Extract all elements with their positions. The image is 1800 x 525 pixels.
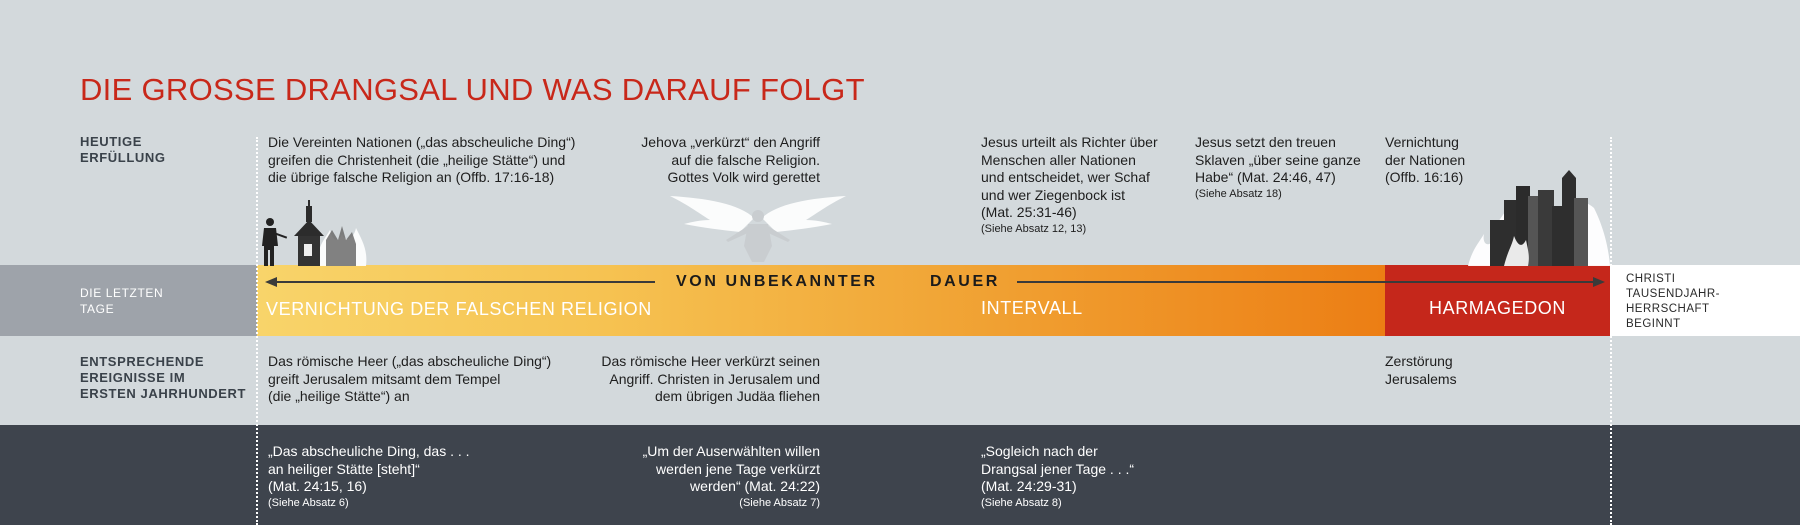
text-line: Jesus urteilt als Richter über bbox=[981, 134, 1158, 150]
armageddon-label: HARMAGEDON bbox=[1428, 298, 1566, 318]
row-label-line: TAGE bbox=[80, 302, 115, 316]
burning-city-icon bbox=[1468, 170, 1610, 266]
text-line: Die Vereinten Nationen („das abscheuliche Ding“) bbox=[268, 134, 576, 150]
text-line: Sklaven „über seine ganze bbox=[1195, 151, 1361, 168]
jesus-judges-text bbox=[981, 134, 1158, 237]
row-label-first-century bbox=[80, 354, 246, 402]
quote-line: „Das abscheuliche Ding, das . . . bbox=[268, 443, 470, 459]
text-line: Gottes Volk wird gerettet bbox=[667, 169, 820, 185]
text-line: Das römische Heer („das abscheuliche Ding“) bbox=[268, 353, 552, 369]
arrow-left-icon bbox=[265, 277, 277, 287]
text-line: der Nationen bbox=[1385, 151, 1466, 168]
paragraph-note: (Siehe Absatz 18) bbox=[1195, 187, 1282, 200]
quote-immediately-after bbox=[981, 443, 1134, 511]
row-label-line: ERSTEN JAHRHUNDERT bbox=[80, 386, 247, 401]
row-label-line: EREIGNISSE IM bbox=[80, 370, 186, 385]
row-label-line: ENTSPRECHENDE bbox=[80, 354, 205, 369]
paragraph-note: (Siehe Absatz 12, 13) bbox=[981, 222, 1087, 235]
text-line: greifen die Christenheit (die „heilige Stätte“) und bbox=[268, 151, 566, 168]
text-line: CHRISTI bbox=[1626, 273, 1676, 285]
text-line: (Mat. 25:31-46) bbox=[981, 204, 1077, 220]
false-religion-label: VERNICHTUNG DER FALSCHEN RELIGION bbox=[266, 299, 652, 319]
quote-line: an heiliger Stätte [steht]“ bbox=[268, 460, 420, 477]
text-line: Jehova „verkürzt“ den Angriff bbox=[641, 134, 820, 150]
un-attack-text bbox=[268, 134, 575, 187]
angel-wings-icon bbox=[670, 196, 846, 262]
faithful-slave-text bbox=[1195, 134, 1361, 202]
row-label-last-days bbox=[80, 285, 163, 317]
text-line: Das römische Heer verkürzt seinen bbox=[601, 353, 820, 369]
jerusalem-destroyed-text bbox=[1385, 353, 1457, 388]
text-line: greift Jerusalem mitsamt dem Tempel bbox=[268, 370, 501, 387]
roman-cut-short-text bbox=[601, 353, 820, 406]
duration-label-left: VON UNBEKANNTER bbox=[676, 273, 878, 290]
text-line: (Offb. 16:16) bbox=[1385, 169, 1464, 185]
text-line: TAUSENDJAHR- bbox=[1626, 288, 1720, 300]
text-line: und entscheidet, wer Schaf bbox=[981, 169, 1150, 185]
text-line: Jerusalems bbox=[1385, 370, 1457, 387]
destruction-nations-text bbox=[1385, 134, 1465, 187]
timeline-start-divider bbox=[256, 137, 258, 525]
arrow-right-icon bbox=[1593, 277, 1605, 287]
quote-line: (Mat. 24:29-31) bbox=[981, 478, 1077, 494]
quote-line: werden jene Tage verkürzt bbox=[656, 460, 820, 477]
text-line: Zerstörung bbox=[1385, 353, 1453, 369]
text-line: (die „heilige Stätte“) an bbox=[268, 388, 410, 404]
quote-line: „Sogleich nach der bbox=[981, 443, 1098, 459]
timeline-end-divider bbox=[1610, 137, 1612, 525]
quote-abominable-thing bbox=[268, 443, 470, 511]
quote-line: (Mat. 24:15, 16) bbox=[268, 478, 367, 494]
text-line: Habe“ (Mat. 24:46, 47) bbox=[1195, 169, 1336, 185]
text-line: und wer Ziegenbock ist bbox=[981, 186, 1125, 203]
page-title: DIE GROSSE DRANGSAL UND WAS DARAUF FOLGT bbox=[80, 72, 865, 107]
paragraph-note: (Siehe Absatz 8) bbox=[981, 496, 1062, 509]
row-label-modern-fulfillment bbox=[80, 134, 166, 166]
quote-line: werden“ (Mat. 24:22) bbox=[690, 478, 820, 494]
paragraph-note: (Siehe Absatz 7) bbox=[739, 496, 820, 509]
millennium-label bbox=[1626, 272, 1720, 332]
row-label-line: DIE LETZTEN bbox=[80, 286, 164, 300]
soldier-church-fire-icon bbox=[258, 200, 370, 266]
text-line: Menschen aller Nationen bbox=[981, 151, 1136, 168]
row-label-line: HEUTIGE bbox=[80, 134, 142, 149]
text-line: BEGINNT bbox=[1626, 318, 1681, 330]
quote-days-cut-short bbox=[643, 443, 820, 511]
text-line: Jesus setzt den treuen bbox=[1195, 134, 1336, 150]
duration-label-right: DAUER bbox=[930, 273, 1000, 290]
row-label-line: ERFÜLLUNG bbox=[80, 150, 166, 165]
interval-label: INTERVALL bbox=[981, 298, 1083, 318]
quote-line: „Um der Auserwählten willen bbox=[642, 443, 820, 459]
paragraph-note: (Siehe Absatz 6) bbox=[268, 496, 349, 509]
text-line: Vernichtung bbox=[1385, 134, 1459, 150]
quote-line: Drangsal jener Tage . . .“ bbox=[981, 460, 1135, 477]
text-line: die übrige falsche Religion an (Offb. 17:16-18) bbox=[268, 169, 555, 185]
text-line: Angriff. Christen in Jerusalem und bbox=[609, 370, 820, 387]
roman-attack-text bbox=[268, 353, 551, 406]
text-line: auf die falsche Religion. bbox=[671, 151, 820, 168]
jehovah-cuts-short-text bbox=[641, 134, 820, 187]
text-line: dem übrigen Judäa fliehen bbox=[654, 388, 820, 404]
text-line: HERRSCHAFT bbox=[1626, 303, 1710, 315]
